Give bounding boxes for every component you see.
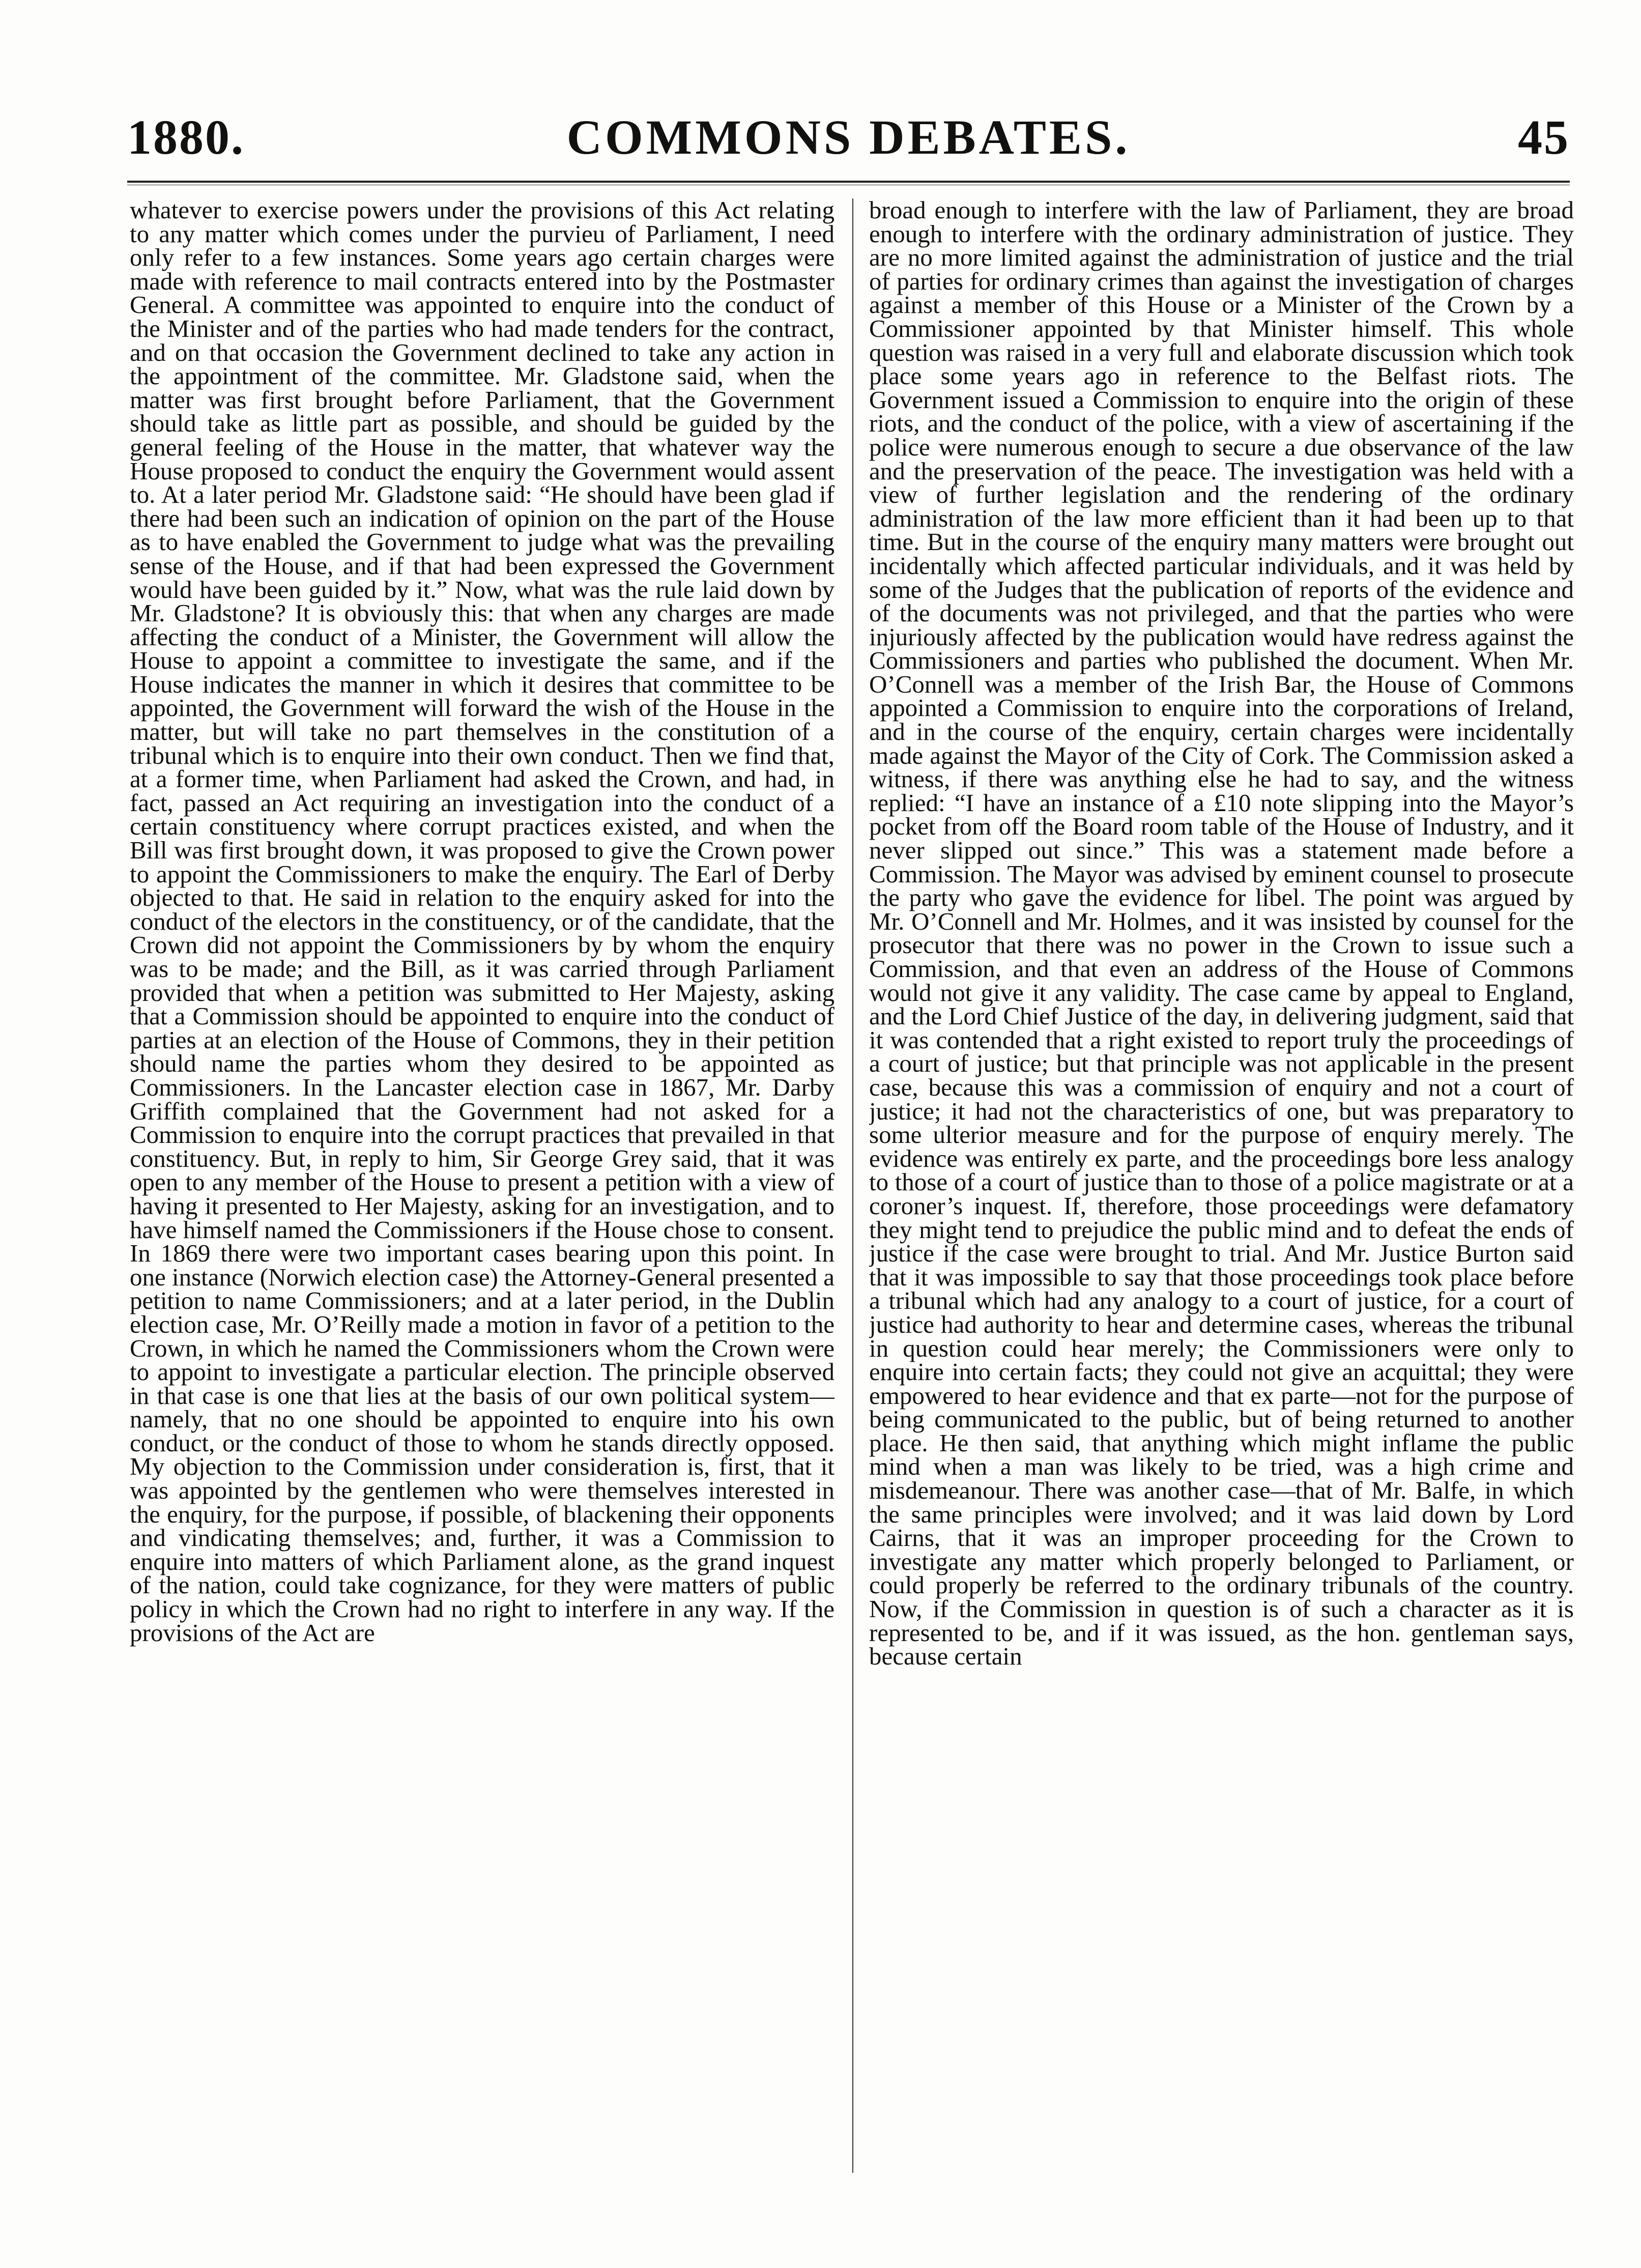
page-header [127, 104, 1570, 181]
text-column-right [869, 198, 1574, 2173]
column-divider [852, 198, 853, 2173]
text-column-left [130, 198, 834, 2173]
header-rule [127, 181, 1570, 183]
header-page-number: 45 [1518, 110, 1570, 164]
right-column-text: broad enough to interfere with the law of Parliament, they are broad enough to interfere with the ordinary administration of justice. They are no more limited against the administration of justice and the trial of parties for ordinary crimes than against the investigation of charges against a member of this House or a Minister of the Crown by a Commissioner appointed by that Minister himself. This whole question was raised in a very full and elaborate discussion which took place some years ago in reference to the Belfast riots. The Government issued a Commission to enquire into the origin of these riots, and the conduct of the police, with a view of ascertaining if the police were numerous enough to secure a due observance of the law and the preservation of the peace. The investigation was held with a view of further legislation and the rendering of the ordinary administration of the law more efficient than it had been up to that time. But in the course of the enquiry many matters were brought out incidentally which affected particular individuals, and it was held by some of the Judges that the publication of reports of the evidence and of the documents was not privileged, and that the parties who were injuriously affected by the publication would have redress against the Commissioners and parties who published the document. When Mr. O’Connell was a member of the Irish Bar, the House of Commons appointed a Commission to enquire into the corporations of Ireland, and in the course of the enquiry, certain charges were incidentally made against the Mayor of the City of Cork. The Commission asked a witness, if there was anything else he had to say, and the witness replied: “I have an instance of a £10 note slipping into the Mayor’s pocket from off the Board room table of the House of Industry, and it never slipped out since.” This was a statement made before a Commission. The Mayor was advised by eminent counsel to prosecute the party who gave the evidence for libel. The point was argued by Mr. O’Connell and Mr. Holmes, and it was insisted by counsel for the prosecutor that there was no power in the Crown to issue such a Commission, and that even an address of the House of Commons would not give it any validity. The case came by appeal to England, and the Lord Chief Justice of the day, in delivering judgment, said that it was contended that a right existed to report truly the proceedings of a court of justice; but that principle was not applicable in the present case, because this was a commission of enquiry and not a court of justice; it had not the characteristics of one, but was preparatory to some ulterior measure and for the purpose of enquiry merely. The evidence was entirely ex parte, and the proceedings bore less analogy to those of a court of justice than to those of a police magistrate or at a coroner’s inquest. If, therefore, those proceedings were defamatory they might tend to prejudice the public mind and to defeat the ends of justice if the case were brought to trial. And Mr. Justice Burton said that it was impossible to say that those proceedings took place before a tribunal which had any analogy to a court of justice, for a court of justice had authority to hear and determine cases, whereas the tribunal in question could hear merely; the Commissioners were only to enquire into certain facts; they could not give an acquittal; they were empowered to hear evidence and that ex parte—not for the purpose of being communicated to the public, but of being returned to another place. He then said, that anything which might inflame the public mind when a man was likely to be tried, was a high crime and misdemeanour. There was another case—that of Mr. Balfe, in which the same principles were involved; and it was laid down by Lord Cairns, that it was an improper proceeding for the Crown to investigate any matter which properly belonged to Parliament, or could properly be referred to the ordinary tribunals of the country. Now, if the Commission in question is of such a character as it is represented to be, and if it was issued, as the hon. gentleman says, because certain [869, 198, 1574, 1671]
header-title: COMMONS DEBATES. [566, 110, 1131, 164]
left-column-text: whatever to exercise powers under the provisions of this Act relating to any matter which comes under the purvieu of Parliament, I need only refer to a few instances. Some years ago certain charges were made with reference to mail contracts entered into by the Postmaster General. A committee was appointed to enquire into the conduct of the Minister and of the parties who had made tenders for the contract, and on that occasion the Government declined to take any action in the appointment of the committee. Mr. Gladstone said, when the matter was first brought before Parliament, that the Government should take as little part as possible, and should be guided by the general feeling of the House in the matter, that whatever way the House proposed to conduct the enquiry the Government would assent to. At a later period Mr. Gladstone said: “He should have been glad if there had been such an indication of opinion on the part of the House as to have enabled the Government to judge what was the prevailing sense of the House, and if that had been expressed the Government would have been guided by it.” Now, what was the rule laid down by Mr. Gladstone? It is obviously this: that when any charges are made affecting the conduct of a Minister, the Government will allow the House to appoint a committee to investigate the same, and if the House indicates the manner in which it desires that committee to be appointed, the Government will forward the wish of the House in the matter, but will take no part themselves in the constitution of a tribunal which is to enquire into their own conduct. Then we find that, at a former time, when Parliament had asked the Crown, and had, in fact, passed an Act requiring an investigation into the conduct of a certain constituency where corrupt practices existed, and when the Bill was first brought down, it was proposed to give the Crown power to appoint the Commissioners to make the enquiry. The Earl of Derby objected to that. He said in relation to the enquiry asked for into the conduct of the electors in the constituency, or of the candidate, that the Crown did not appoint the Commissioners by by whom the enquiry was to be made; and the Bill, as it was carried through Parliament provided that when a petition was submitted to Her Majesty, asking that a Commission should be appointed to enquire into the conduct of parties at an election of the House of Commons, they in their petition should name the parties whom they desired to be appointed as Commissioners. In the Lancaster election case in 1867, Mr. Darby Griffith complained that the Government had not asked for a Commission to enquire into the corrupt practices that prevailed in that constituency. But, in reply to him, Sir George Grey said, that it was open to any member of the House to present a petition with a view of having it presented to Her Majesty, asking for an investigation, and to have himself named the Commissioners if the House chose to consent. In 1869 there were two important cases bearing upon this point. In one instance (Norwich election case) the Attorney-General presented a petition to name Commissioners; and at a later period, in the Dublin election case, Mr. O’Reilly made a motion in favor of a petition to the Crown, in which he named the Commissioners whom the Crown were to appoint to investigate a particular election. The principle observed in that case is one that lies at the basis of our own political system—namely, that no one should be appointed to enquire into his own conduct, or the conduct of those to whom he stands directly opposed. My objection to the Commission under consideration is, first, that it was appointed by the gentlemen who were themselves interested in the enquiry, for the purpose, if possible, of blackening their opponents and vindicating themselves; and, further, it was a Commission to enquire into matters of which Parliament alone, as the grand inquest of the nation, could take cognizance, for they were matters of public policy in which the Crown had no right to interfere in any way. If the provisions of the Act are [130, 198, 834, 1647]
header-year: 1880. [127, 110, 245, 164]
